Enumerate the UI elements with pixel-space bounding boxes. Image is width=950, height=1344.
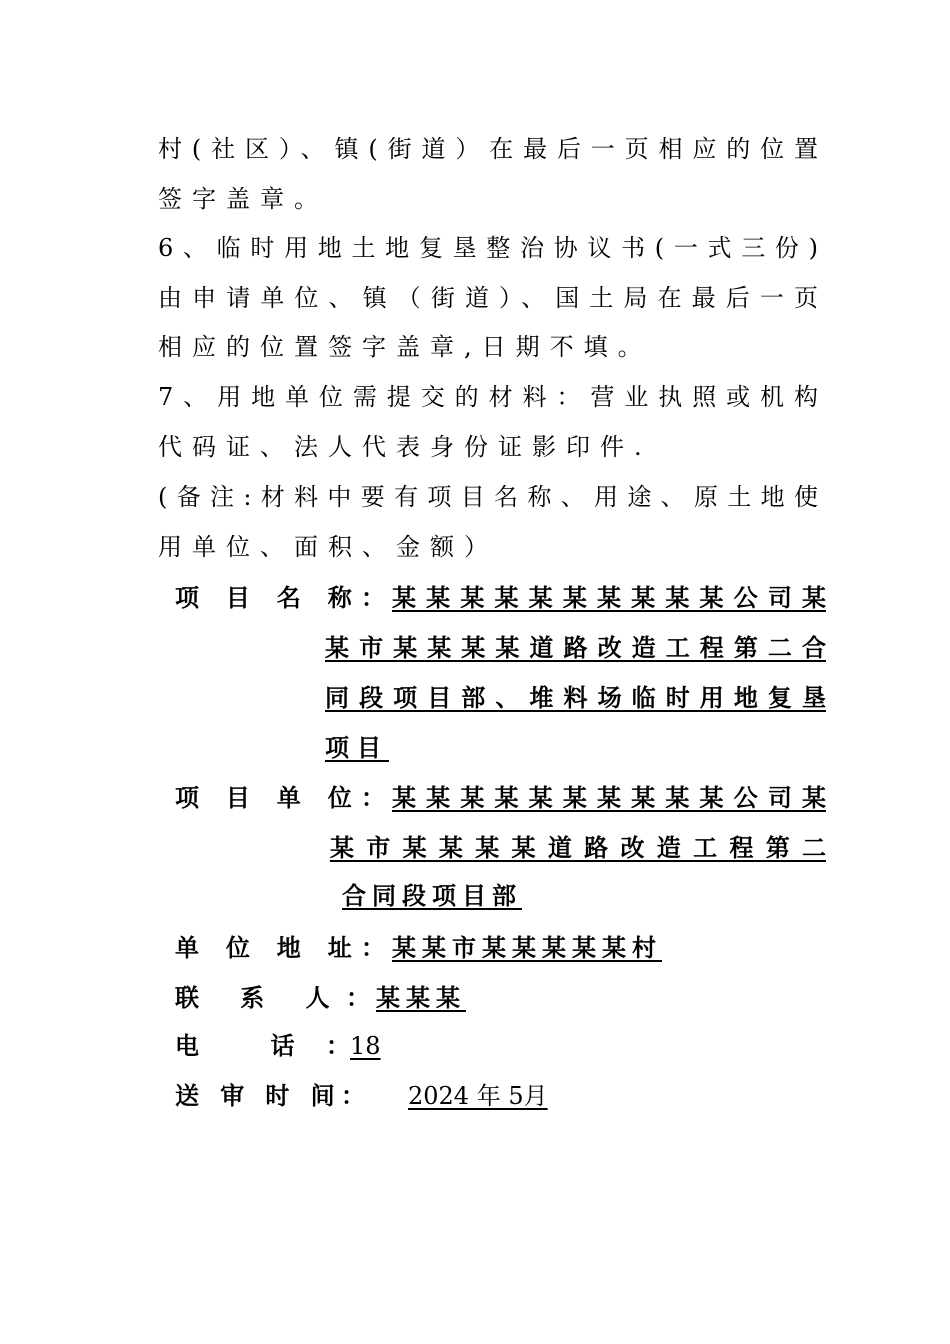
paragraph-line-6: 7、用地单位需提交的材料：营业执照或机构 — [158, 383, 820, 411]
project-name-cont-2 — [0, 678, 950, 718]
project-unit-value-line-2: 某市某某某某道路改造工程第二 — [330, 833, 826, 862]
paragraph-line-3: 6、临时用地土地复垦整治协议书(一式三份) — [158, 234, 820, 262]
address-row — [0, 928, 950, 968]
paragraph-line-5: 相应的位置签字盖章,日期不填。 — [158, 333, 652, 361]
paragraph-line-4: 由申请单位、镇（街道）、国土局在最后一页 — [158, 284, 820, 312]
address-value: 某某市某某某某某村 — [392, 933, 662, 962]
submit-time-row — [0, 1076, 950, 1116]
paragraph-line-9: 用单位、面积、金额） — [158, 533, 498, 561]
project-name-cont-1 — [0, 628, 950, 668]
project-name-cont-3 — [0, 728, 950, 768]
contact-label: 联 系 人： — [175, 983, 370, 1012]
submit-time-label: 送 审 时 间： — [175, 1081, 365, 1110]
contact-value: 某某某 — [376, 983, 466, 1012]
project-name-value-line-4: 项目 — [325, 733, 389, 762]
phone-value: 18 — [350, 1032, 381, 1060]
submit-time-value: 2024 年 5月 — [408, 1082, 548, 1110]
project-name-value-line-2: 某市某某某某道路改造工程第二合 — [325, 633, 826, 662]
phone-row — [0, 1026, 950, 1066]
project-unit-row — [0, 778, 950, 818]
project-name-row — [0, 578, 950, 618]
contact-row — [0, 978, 950, 1018]
project-name-value-line-3: 同段项目部、堆料场临时用地复垦 — [325, 683, 826, 712]
paragraph-line-8: (备注:材料中要有项目名称、用途、原土地使 — [158, 483, 820, 511]
project-name-value-line-1: 某某某某某某某某某某公司某 — [392, 583, 826, 612]
project-name-label: 项 目 名 称： — [175, 583, 385, 612]
phone-label: 电 话： — [175, 1031, 350, 1060]
paragraph-line-1: 村(社区）、镇(街道）在最后一页相应的位置 — [158, 135, 820, 163]
project-unit-value-line-1: 某某某某某某某某某某公司某 — [392, 783, 826, 812]
address-label: 单 位 地 址： — [175, 933, 385, 962]
project-unit-value-line-3: 合同段项目部 — [342, 881, 522, 910]
project-unit-cont-1 — [0, 828, 950, 868]
paragraph-line-7: 代码证、法人代表身份证影印件. — [158, 433, 652, 461]
paragraph-line-2: 签字盖章。 — [158, 185, 328, 213]
project-unit-label: 项 目 单 位： — [175, 783, 385, 812]
project-unit-cont-2 — [0, 876, 950, 916]
